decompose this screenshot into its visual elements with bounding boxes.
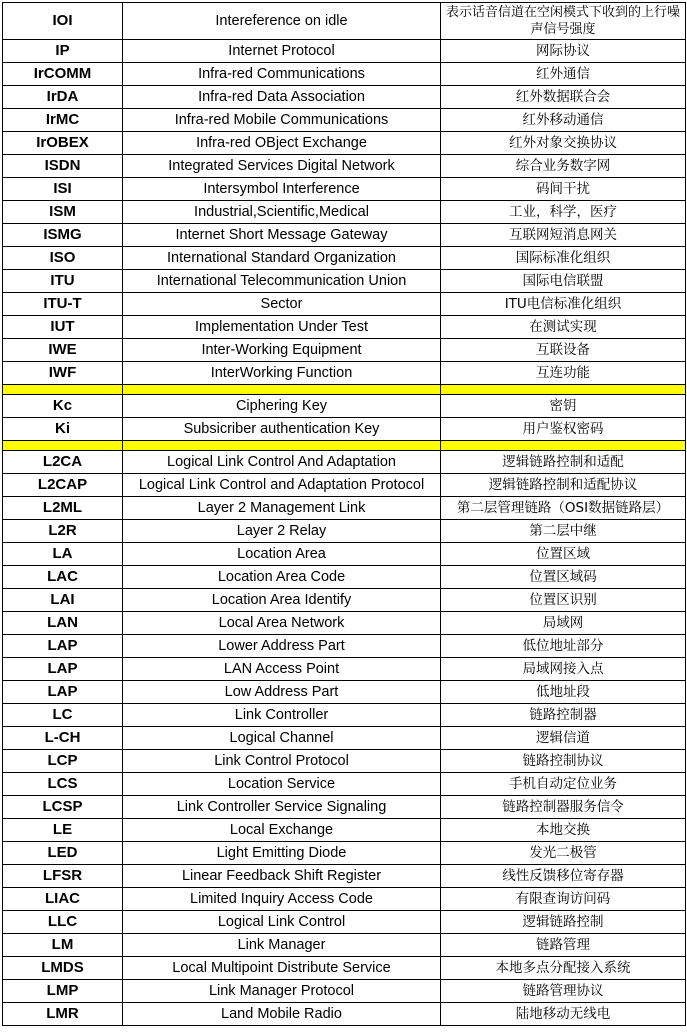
table-row: [3, 612, 686, 635]
abbreviation-cell: ISMG: [3, 224, 123, 247]
english-term-cell: Link Manager: [123, 934, 441, 957]
chinese-term-cell: 用户鉴权密码: [441, 418, 686, 441]
chinese-term-cell: 位置区识别: [441, 589, 686, 612]
table-row: [3, 750, 686, 773]
table-row: [3, 109, 686, 132]
chinese-term-cell: 码间干扰: [441, 178, 686, 201]
abbreviation-cell: ITU-T: [3, 293, 123, 316]
abbreviation-cell: LMR: [3, 1003, 123, 1026]
table-row: [3, 704, 686, 727]
english-term-cell: Layer 2 Relay: [123, 520, 441, 543]
chinese-term-cell: ITU电信标准化组织: [441, 293, 686, 316]
abbreviation-cell: L2R: [3, 520, 123, 543]
table-row: [3, 980, 686, 1003]
chinese-term-cell: 国际电信联盟: [441, 270, 686, 293]
english-term-cell: Infra-red OBject Exchange: [123, 132, 441, 155]
table-row: [3, 796, 686, 819]
abbreviation-cell: LE: [3, 819, 123, 842]
abbreviation-cell: L2CAP: [3, 474, 123, 497]
chinese-term-cell: 链路控制器服务信令: [441, 796, 686, 819]
glossary-sheet: [2, 2, 686, 1026]
english-term-cell: Local Area Network: [123, 612, 441, 635]
abbreviation-cell: LIAC: [3, 888, 123, 911]
abbreviation-cell: Ki: [3, 418, 123, 441]
english-term-cell: Inter-Working Equipment: [123, 339, 441, 362]
abbreviation-cell: LFSR: [3, 865, 123, 888]
english-term-cell: Local Multipoint Distribute Service: [123, 957, 441, 980]
abbreviation-cell: ISDN: [3, 155, 123, 178]
separator-cell: [3, 441, 123, 451]
table-row: [3, 224, 686, 247]
abbreviation-cell: L-CH: [3, 727, 123, 750]
abbreviation-cell: LAC: [3, 566, 123, 589]
table-row: [3, 865, 686, 888]
chinese-term-cell: 互联设备: [441, 339, 686, 362]
english-term-cell: International Telecommunication Union: [123, 270, 441, 293]
table-row: [3, 543, 686, 566]
chinese-term-cell: 互联网短消息网关: [441, 224, 686, 247]
chinese-term-cell: 链路控制协议: [441, 750, 686, 773]
english-term-cell: Logical Link Control And Adaptation: [123, 451, 441, 474]
english-term-cell: Linear Feedback Shift Register: [123, 865, 441, 888]
table-row: [3, 773, 686, 796]
abbreviation-cell: LA: [3, 543, 123, 566]
chinese-term-cell: 红外通信: [441, 63, 686, 86]
chinese-term-cell: 陆地移动无线电: [441, 1003, 686, 1026]
table-row: [3, 888, 686, 911]
table-row: [3, 1003, 686, 1026]
chinese-term-cell: 红外对象交换协议: [441, 132, 686, 155]
table-row: [3, 474, 686, 497]
table-row: [3, 201, 686, 224]
english-term-cell: Sector: [123, 293, 441, 316]
english-term-cell: Link Manager Protocol: [123, 980, 441, 1003]
english-term-cell: Infra-red Communications: [123, 63, 441, 86]
chinese-term-cell: 局域网: [441, 612, 686, 635]
english-term-cell: Limited Inquiry Access Code: [123, 888, 441, 911]
english-term-cell: Lower Address Part: [123, 635, 441, 658]
chinese-term-cell: 工业，科学，医疗: [441, 201, 686, 224]
chinese-term-cell: 位置区域: [441, 543, 686, 566]
abbreviation-cell: ISO: [3, 247, 123, 270]
separator-cell: [123, 385, 441, 395]
separator-cell: [441, 441, 686, 451]
table-row: [3, 270, 686, 293]
chinese-term-cell: 本地交换: [441, 819, 686, 842]
chinese-term-cell: 红外移动通信: [441, 109, 686, 132]
abbreviation-cell: LCSP: [3, 796, 123, 819]
table-row: [3, 339, 686, 362]
abbreviation-cell: ITU: [3, 270, 123, 293]
table-row: [3, 247, 686, 270]
table-row: [3, 395, 686, 418]
abbreviation-cell: L2CA: [3, 451, 123, 474]
table-row: [3, 178, 686, 201]
english-term-cell: Link Controller: [123, 704, 441, 727]
english-term-cell: Intersymbol Interference: [123, 178, 441, 201]
english-term-cell: Logical Link Control: [123, 911, 441, 934]
abbreviation-cell: LAN: [3, 612, 123, 635]
separator-cell: [441, 385, 686, 395]
chinese-term-cell: 本地多点分配接入系统: [441, 957, 686, 980]
table-row: [3, 86, 686, 109]
table-row: [3, 3, 686, 40]
chinese-term-cell: 逻辑信道: [441, 727, 686, 750]
abbreviation-cell: LLC: [3, 911, 123, 934]
english-term-cell: Location Area: [123, 543, 441, 566]
section-separator-row: [3, 441, 686, 451]
table-row: [3, 819, 686, 842]
chinese-term-cell: 低位地址部分: [441, 635, 686, 658]
table-row: [3, 520, 686, 543]
english-term-cell: InterWorking Function: [123, 362, 441, 385]
english-term-cell: Location Area Code: [123, 566, 441, 589]
english-term-cell: Ciphering Key: [123, 395, 441, 418]
section-separator-row: [3, 385, 686, 395]
table-row: [3, 418, 686, 441]
table-row: [3, 635, 686, 658]
english-term-cell: LAN Access Point: [123, 658, 441, 681]
chinese-term-cell: 第二层中继: [441, 520, 686, 543]
english-term-cell: Location Area Identify: [123, 589, 441, 612]
abbreviation-cell: IWF: [3, 362, 123, 385]
table-row: [3, 934, 686, 957]
english-term-cell: Link Controller Service Signaling: [123, 796, 441, 819]
english-term-cell: Layer 2 Management Link: [123, 497, 441, 520]
abbreviation-cell: LED: [3, 842, 123, 865]
english-term-cell: Link Control Protocol: [123, 750, 441, 773]
abbreviation-cell: LMP: [3, 980, 123, 1003]
abbreviation-cell: IOI: [3, 3, 123, 40]
chinese-term-cell: 逻辑链路控制: [441, 911, 686, 934]
table-row: [3, 362, 686, 385]
chinese-term-cell: 逻辑链路控制和适配协议: [441, 474, 686, 497]
english-term-cell: Logical Link Control and Adaptation Protocol: [123, 474, 441, 497]
english-term-cell: Infra-red Data Association: [123, 86, 441, 109]
chinese-term-cell: 线性反馈移位寄存器: [441, 865, 686, 888]
abbreviation-cell: IrDA: [3, 86, 123, 109]
abbreviation-cell: IrCOMM: [3, 63, 123, 86]
english-term-cell: Industrial,Scientific,Medical: [123, 201, 441, 224]
abbreviation-cell: IrMC: [3, 109, 123, 132]
abbreviation-cell: LAI: [3, 589, 123, 612]
abbreviation-cell: LAP: [3, 658, 123, 681]
chinese-term-cell: 低地址段: [441, 681, 686, 704]
english-term-cell: Low Address Part: [123, 681, 441, 704]
table-row: [3, 132, 686, 155]
chinese-term-cell: 有限查询访问码: [441, 888, 686, 911]
table-row: [3, 293, 686, 316]
table-row: [3, 497, 686, 520]
abbreviation-cell: IrOBEX: [3, 132, 123, 155]
abbreviation-cell: IWE: [3, 339, 123, 362]
abbreviation-cell: IP: [3, 40, 123, 63]
chinese-term-cell: 发光二极管: [441, 842, 686, 865]
abbreviation-cell: LAP: [3, 681, 123, 704]
table-row: [3, 40, 686, 63]
abbreviation-cell: LAP: [3, 635, 123, 658]
english-term-cell: Light Emitting Diode: [123, 842, 441, 865]
abbreviation-table-body: [3, 3, 686, 1026]
table-row: [3, 727, 686, 750]
abbreviation-cell: IUT: [3, 316, 123, 339]
english-term-cell: Internet Protocol: [123, 40, 441, 63]
english-term-cell: International Standard Organization: [123, 247, 441, 270]
english-term-cell: Logical Channel: [123, 727, 441, 750]
english-term-cell: Internet Short Message Gateway: [123, 224, 441, 247]
chinese-term-cell: 在测试实现: [441, 316, 686, 339]
english-term-cell: Intereference on idle: [123, 3, 441, 40]
chinese-term-cell: 红外数据联合会: [441, 86, 686, 109]
abbreviation-cell: ISM: [3, 201, 123, 224]
chinese-term-cell: 第二层管理链路（OSI数据链路层）: [441, 497, 686, 520]
abbreviation-cell: LC: [3, 704, 123, 727]
chinese-term-cell: 国际标准化组织: [441, 247, 686, 270]
table-row: [3, 451, 686, 474]
table-row: [3, 566, 686, 589]
english-term-cell: Subsicriber authentication Key: [123, 418, 441, 441]
table-row: [3, 911, 686, 934]
table-row: [3, 589, 686, 612]
english-term-cell: Infra-red Mobile Communications: [123, 109, 441, 132]
chinese-term-cell: 位置区域码: [441, 566, 686, 589]
english-term-cell: Local Exchange: [123, 819, 441, 842]
table-row: [3, 155, 686, 178]
separator-cell: [123, 441, 441, 451]
table-row: [3, 681, 686, 704]
abbreviation-cell: Kc: [3, 395, 123, 418]
chinese-term-cell: 逻辑链路控制和适配: [441, 451, 686, 474]
english-term-cell: Location Service: [123, 773, 441, 796]
chinese-term-cell: 链路管理: [441, 934, 686, 957]
abbreviation-cell: LCP: [3, 750, 123, 773]
chinese-term-cell: 链路控制器: [441, 704, 686, 727]
abbreviation-cell: ISI: [3, 178, 123, 201]
table-row: [3, 957, 686, 980]
table-row: [3, 658, 686, 681]
table-row: [3, 63, 686, 86]
abbreviation-cell: LM: [3, 934, 123, 957]
chinese-term-cell: 链路管理协议: [441, 980, 686, 1003]
table-row: [3, 316, 686, 339]
abbreviation-cell: LMDS: [3, 957, 123, 980]
english-term-cell: Land Mobile Radio: [123, 1003, 441, 1026]
chinese-term-cell: 局域网接入点: [441, 658, 686, 681]
chinese-term-cell: 表示话音信道在空闲模式下收到的上行噪声信号强度: [441, 3, 686, 40]
abbreviation-cell: L2ML: [3, 497, 123, 520]
abbreviation-table: [2, 2, 686, 1026]
english-term-cell: Integrated Services Digital Network: [123, 155, 441, 178]
separator-cell: [3, 385, 123, 395]
table-row: [3, 842, 686, 865]
chinese-term-cell: 综合业务数字网: [441, 155, 686, 178]
abbreviation-cell: LCS: [3, 773, 123, 796]
english-term-cell: Implementation Under Test: [123, 316, 441, 339]
chinese-term-cell: 手机自动定位业务: [441, 773, 686, 796]
chinese-term-cell: 网际协议: [441, 40, 686, 63]
chinese-term-cell: 互连功能: [441, 362, 686, 385]
chinese-term-cell: 密钥: [441, 395, 686, 418]
